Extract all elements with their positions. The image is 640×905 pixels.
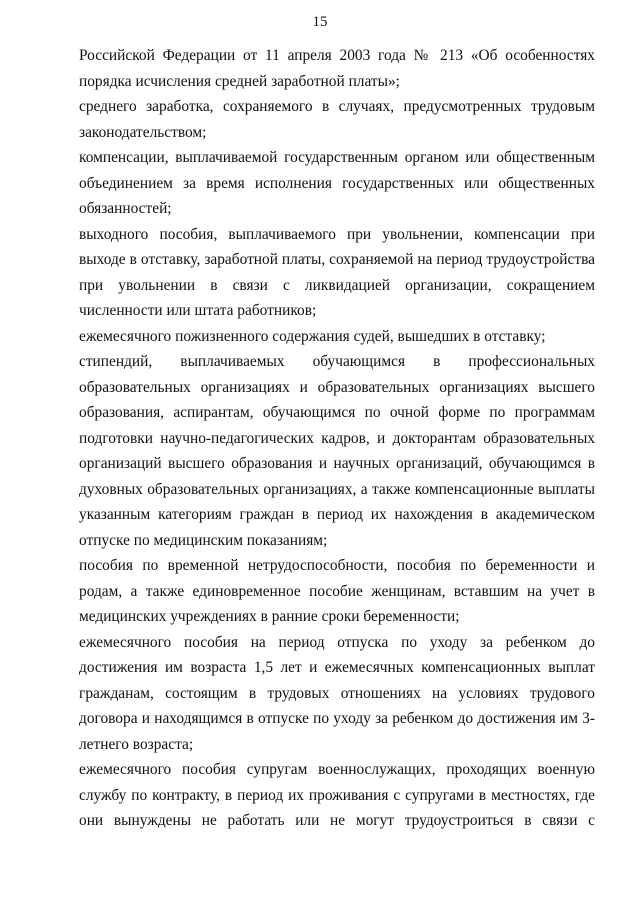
paragraph-federation-decree: Российской Федерации от 11 апреля 2003 года № 213 «Об особенностях порядка исчисления средней заработной платы»; — [79, 47, 595, 90]
document-body — [79, 43, 595, 834]
paragraph-average-earnings: среднего заработка, сохраняемого в случаях, предусмотренных трудовым законодательством; — [79, 98, 595, 141]
paragraph-disability-maternity: пособия по временной нетрудоспособности, пособия по беременности и родам, а также единовременное пособие женщинам, вставшим на учет в медицинских учреждениях в ранние сроки беременности; — [79, 557, 595, 625]
paragraph-compensation-state-duties: компенсации, выплачиваемой государственным органом или общественным объединением за время исполнения государственных или общественных обязанностей; — [79, 149, 595, 217]
page-number: 15 — [312, 14, 328, 30]
paragraph-judges-maintenance: ежемесячного пожизненного содержания судей, вышедших в отставку; — [79, 327, 546, 345]
paragraph-stipends: стипендий, выплачиваемых обучающимся в профессиональных образовательных организациях и образовательных организациях высшего образования, аспирантам, обучающимся по очной форме по программам подготовки научно-педагогических кадров, и докторантам образовательных организаций высшего образования и научных организаций, обучающимся в духовных образовательных организациях, а также компенсационные выплаты указанным категориям граждан в период их нахождения в академическом отпуске по медицинским показаниям; — [79, 353, 595, 549]
paragraph-severance-pay: выходного пособия, выплачиваемого при увольнении, компенсации при выходе в отставку, заработной платы, сохраняемой на период трудоустройства при увольнении в связи с ликвидацией организации, сокращением численности или штата работников; — [79, 225, 595, 319]
paragraph-childcare-allowance: ежемесячного пособия на период отпуска по уходу за ребенком до достижения им возраста 1,5 лет и ежемесячных компенсационных выплат гражданам, состоящим в трудовых отношениях на условиях трудового договора и находящимся в отпуске по уходу за ребенком до достижения им 3-летнего возраста; — [79, 633, 595, 753]
paragraph-military-spouses: ежемесячного пособия супругам военнослужащих, проходящих военную службу по контракту, в период их проживания с супругами в местностях, где они вынуждены не работать или не могут трудоустроиться в связи с — [79, 761, 595, 829]
